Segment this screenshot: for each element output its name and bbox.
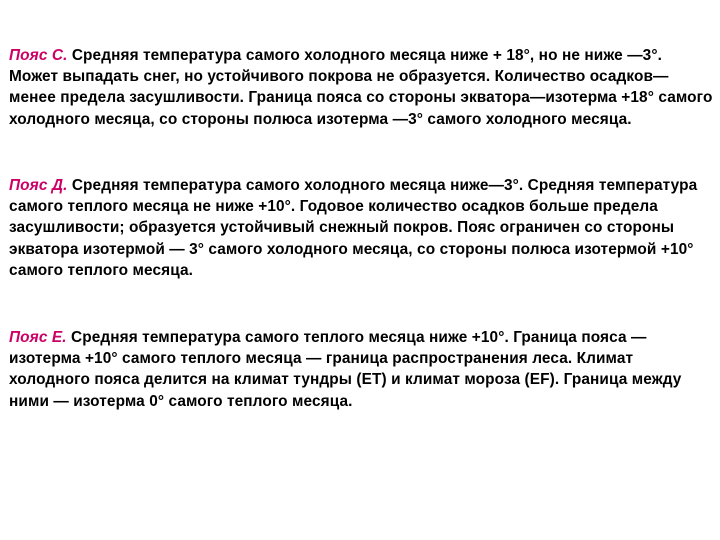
paragraph-zone-c [9,45,714,130]
zone-d-text: Средняя температура самого холодного месяца ниже—3°. Средняя температура самого теплого месяца не ниже +10°. Годовое количество осадков больше предела засушливости; образуется устойчивый снежный покров. Пояс ограничен со стороны экватора изотермой — 3° самого холодного месяца, со стороны полюса изотермой +10° самого теплого месяца. [9,177,698,279]
zone-c-label: Пояс С. [9,47,68,64]
paragraph-zone-d [9,175,714,281]
zone-e-label: Пояс Е. [9,329,67,346]
zone-e-text: Средняя температура самого теплого месяца ниже +10°. Граница пояса — изотерма +10° самого теплого месяца — граница распространения леса. Климат холодного пояса делится на климат тундры (ЕТ) и климат мороза (EF). Граница между ними — изотерма 0° самого теплого месяца. [9,329,682,410]
zone-c-text: Средняя температура самого холодного месяца ниже + 18°, но не ниже —3°. Может выпадать снег, но устойчивого покрова не образуется. Количество осадков—менее предела засушливости. Граница пояса со стороны экватора—изотерма +18° самого холодного месяца, со стороны полюса изотерма —3° самого холодного месяца. [9,47,713,128]
paragraph-zone-e [9,327,714,412]
zone-d-label: Пояс Д. [9,177,68,194]
